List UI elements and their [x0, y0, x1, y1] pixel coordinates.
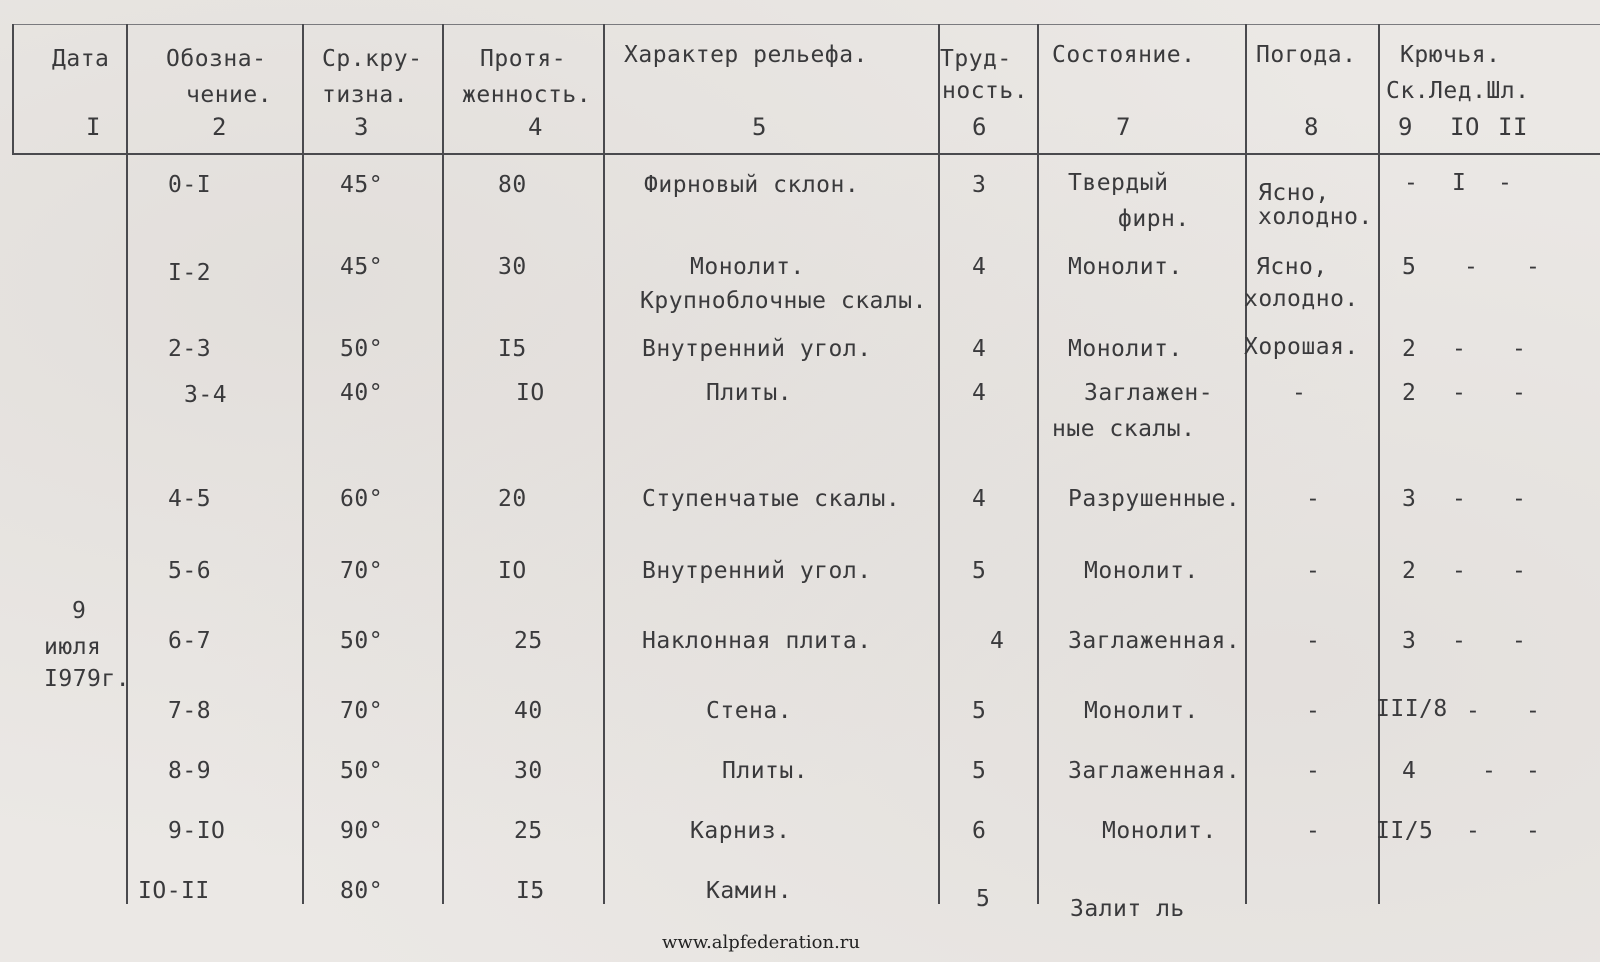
row-ice-pitons: -	[1482, 758, 1497, 784]
row-bolts: -	[1526, 698, 1541, 724]
column-divider	[1245, 24, 1247, 904]
row-condition: Залит ль	[1070, 896, 1185, 922]
row-difficulty: 4	[990, 628, 1005, 654]
header-steepness: Ср.кру-	[322, 46, 423, 72]
row-weather: -	[1306, 486, 1321, 512]
row-weather: Ясно,	[1258, 180, 1330, 206]
row-weather: -	[1306, 628, 1321, 654]
row-ice-pitons: I	[1452, 170, 1467, 196]
row-ice-pitons: -	[1452, 336, 1467, 362]
row-ice-pitons: -	[1464, 254, 1479, 280]
row-length: IO	[516, 380, 545, 406]
row-segment: 7-8	[168, 698, 212, 724]
row-steepness: 45°	[340, 172, 384, 198]
row-length: 25	[514, 818, 543, 844]
row-rock-pitons: 3	[1402, 628, 1417, 654]
row-bolts: -	[1512, 380, 1527, 406]
row-steepness: 60°	[340, 486, 384, 512]
footer-url: www.alpfederation.ru	[662, 932, 860, 953]
row-condition: Монолит.	[1068, 336, 1183, 362]
row-segment: 9-IO	[168, 818, 226, 844]
row-steepness: 50°	[340, 628, 384, 654]
row-condition: Монолит.	[1068, 254, 1183, 280]
row-steepness: 45°	[340, 254, 384, 280]
row-steepness: 40°	[340, 380, 384, 406]
row-weather: Хорошая.	[1244, 334, 1359, 360]
column-number: I	[86, 113, 101, 141]
row-segment: 3-4	[184, 382, 228, 408]
row-length: 40	[514, 698, 543, 724]
row-segment: 4-5	[168, 486, 212, 512]
row-weather: Ясно,	[1256, 254, 1328, 280]
row-weather-2: холодно.	[1258, 204, 1373, 230]
row-segment: I-2	[168, 260, 212, 286]
row-terrain: Внутренний угол.	[642, 558, 872, 584]
date-day: 9	[72, 598, 87, 624]
header-condition: Состояние.	[1052, 42, 1196, 68]
row-segment: 6-7	[168, 628, 212, 654]
row-bolts: -	[1512, 628, 1527, 654]
row-rock-pitons: 2	[1402, 380, 1417, 406]
row-bolts: -	[1512, 558, 1527, 584]
row-rock-pitons: 2	[1402, 558, 1417, 584]
row-terrain: Карниз.	[690, 818, 791, 844]
column-divider	[302, 24, 304, 904]
column-divider	[938, 24, 940, 904]
row-difficulty: 5	[976, 886, 991, 912]
row-difficulty: 4	[972, 254, 987, 280]
column-divider	[126, 24, 128, 904]
column-number: 7	[1116, 113, 1131, 141]
header-weather: Погода.	[1256, 42, 1357, 68]
row-terrain: Монолит.	[690, 254, 805, 280]
row-weather: -	[1306, 818, 1321, 844]
row-steepness: 70°	[340, 558, 384, 584]
date-year: I979г.	[44, 666, 131, 692]
row-length: 20	[498, 486, 527, 512]
row-rock-pitons: II/5	[1376, 818, 1434, 844]
row-rock-pitons: 4	[1402, 758, 1417, 784]
row-terrain: Камин.	[706, 878, 793, 904]
row-rock-pitons: -	[1404, 170, 1419, 196]
column-number: 4	[528, 113, 543, 141]
row-terrain: Внутренний угол.	[642, 336, 872, 362]
column-divider	[1037, 24, 1039, 904]
row-bolts: -	[1512, 336, 1527, 362]
row-bolts: -	[1526, 254, 1541, 280]
row-segment: 0-I	[168, 172, 212, 198]
header-designation: Обозна-	[166, 46, 267, 72]
header-difficulty: Труд-	[940, 46, 1012, 72]
row-difficulty: 6	[972, 818, 987, 844]
row-terrain: Фирновый склон.	[644, 172, 860, 198]
row-length: 30	[514, 758, 543, 784]
row-condition: Твердый	[1068, 170, 1169, 196]
row-steepness: 50°	[340, 336, 384, 362]
row-difficulty: 5	[972, 558, 987, 584]
row-condition-2: фирн.	[1118, 206, 1190, 232]
row-segment: 8-9	[168, 758, 212, 784]
row-difficulty: 5	[972, 698, 987, 724]
row-terrain: Ступенчатые скалы.	[642, 486, 901, 512]
header-pitons: Крючья.	[1400, 42, 1501, 68]
column-number: 9	[1398, 113, 1413, 141]
row-length: I5	[516, 878, 545, 904]
row-bolts: -	[1526, 758, 1541, 784]
row-difficulty: 4	[972, 336, 987, 362]
column-number: 5	[752, 113, 767, 141]
row-ice-pitons: -	[1452, 380, 1467, 406]
row-rock-pitons: 5	[1402, 254, 1417, 280]
row-steepness: 50°	[340, 758, 384, 784]
row-steepness: 70°	[340, 698, 384, 724]
row-ice-pitons: -	[1452, 558, 1467, 584]
row-length: 80	[498, 172, 527, 198]
row-condition: Монолит.	[1084, 558, 1199, 584]
column-divider	[603, 24, 605, 904]
row-segment: IO-II	[138, 878, 210, 904]
row-length: IO	[498, 558, 527, 584]
row-weather: -	[1306, 558, 1321, 584]
row-difficulty: 3	[972, 172, 987, 198]
column-number: 3	[354, 113, 369, 141]
row-bolts: -	[1498, 170, 1513, 196]
row-difficulty: 4	[972, 486, 987, 512]
row-steepness: 90°	[340, 818, 384, 844]
row-bolts: -	[1526, 818, 1541, 844]
row-condition: Монолит.	[1102, 818, 1217, 844]
date-month: июля	[44, 634, 102, 660]
row-ice-pitons: -	[1452, 486, 1467, 512]
row-steepness: 80°	[340, 878, 384, 904]
row-length: 30	[498, 254, 527, 280]
row-bolts: -	[1512, 486, 1527, 512]
column-number: IO	[1450, 113, 1480, 141]
row-weather-2: холодно.	[1244, 286, 1359, 312]
row-condition: Монолит.	[1084, 698, 1199, 724]
row-condition: Заглаженная.	[1068, 758, 1241, 784]
column-number: II	[1498, 113, 1528, 141]
row-difficulty: 5	[972, 758, 987, 784]
row-condition: Заглаженная.	[1068, 628, 1241, 654]
column-divider	[12, 24, 14, 154]
row-length: 25	[514, 628, 543, 654]
row-ice-pitons: -	[1452, 628, 1467, 654]
row-rock-pitons: 3	[1402, 486, 1417, 512]
column-divider	[442, 24, 444, 904]
row-rock-pitons: 2	[1402, 336, 1417, 362]
header-top-rule	[12, 24, 1600, 25]
row-terrain: Плиты.	[706, 380, 793, 406]
column-number: 2	[212, 113, 227, 141]
column-number: 8	[1304, 113, 1319, 141]
header-difficulty-2: ность.	[942, 78, 1029, 104]
header-length: Протя-	[480, 46, 567, 72]
row-condition: Разрушенные.	[1068, 486, 1241, 512]
row-terrain-2: Крупноблочные скалы.	[640, 288, 927, 314]
row-weather: -	[1306, 758, 1321, 784]
row-rock-pitons: III/8	[1376, 696, 1448, 722]
row-condition-2: ные скалы.	[1052, 416, 1196, 442]
row-segment: 5-6	[168, 558, 212, 584]
row-terrain: Наклонная плита.	[642, 628, 872, 654]
row-segment: 2-3	[168, 336, 212, 362]
row-weather: -	[1292, 380, 1307, 406]
header-length-2: женность.	[462, 82, 592, 108]
header-steepness-2: тизна.	[322, 82, 409, 108]
header-designation-2: чение.	[186, 82, 273, 108]
column-number: 6	[972, 113, 987, 141]
row-difficulty: 4	[972, 380, 987, 406]
header-terrain: Характер рельефа.	[624, 42, 868, 68]
row-terrain: Стена.	[706, 698, 793, 724]
header-piton-types: Ск.Лед.Шл.	[1386, 78, 1530, 104]
column-divider	[1378, 24, 1380, 904]
row-length: I5	[498, 336, 527, 362]
header-bottom-rule	[12, 153, 1600, 155]
row-ice-pitons: -	[1466, 698, 1481, 724]
header-date: Дата	[52, 46, 110, 72]
row-condition: Заглажен-	[1084, 380, 1214, 406]
row-ice-pitons: -	[1466, 818, 1481, 844]
row-weather: -	[1306, 698, 1321, 724]
row-terrain: Плиты.	[722, 758, 809, 784]
